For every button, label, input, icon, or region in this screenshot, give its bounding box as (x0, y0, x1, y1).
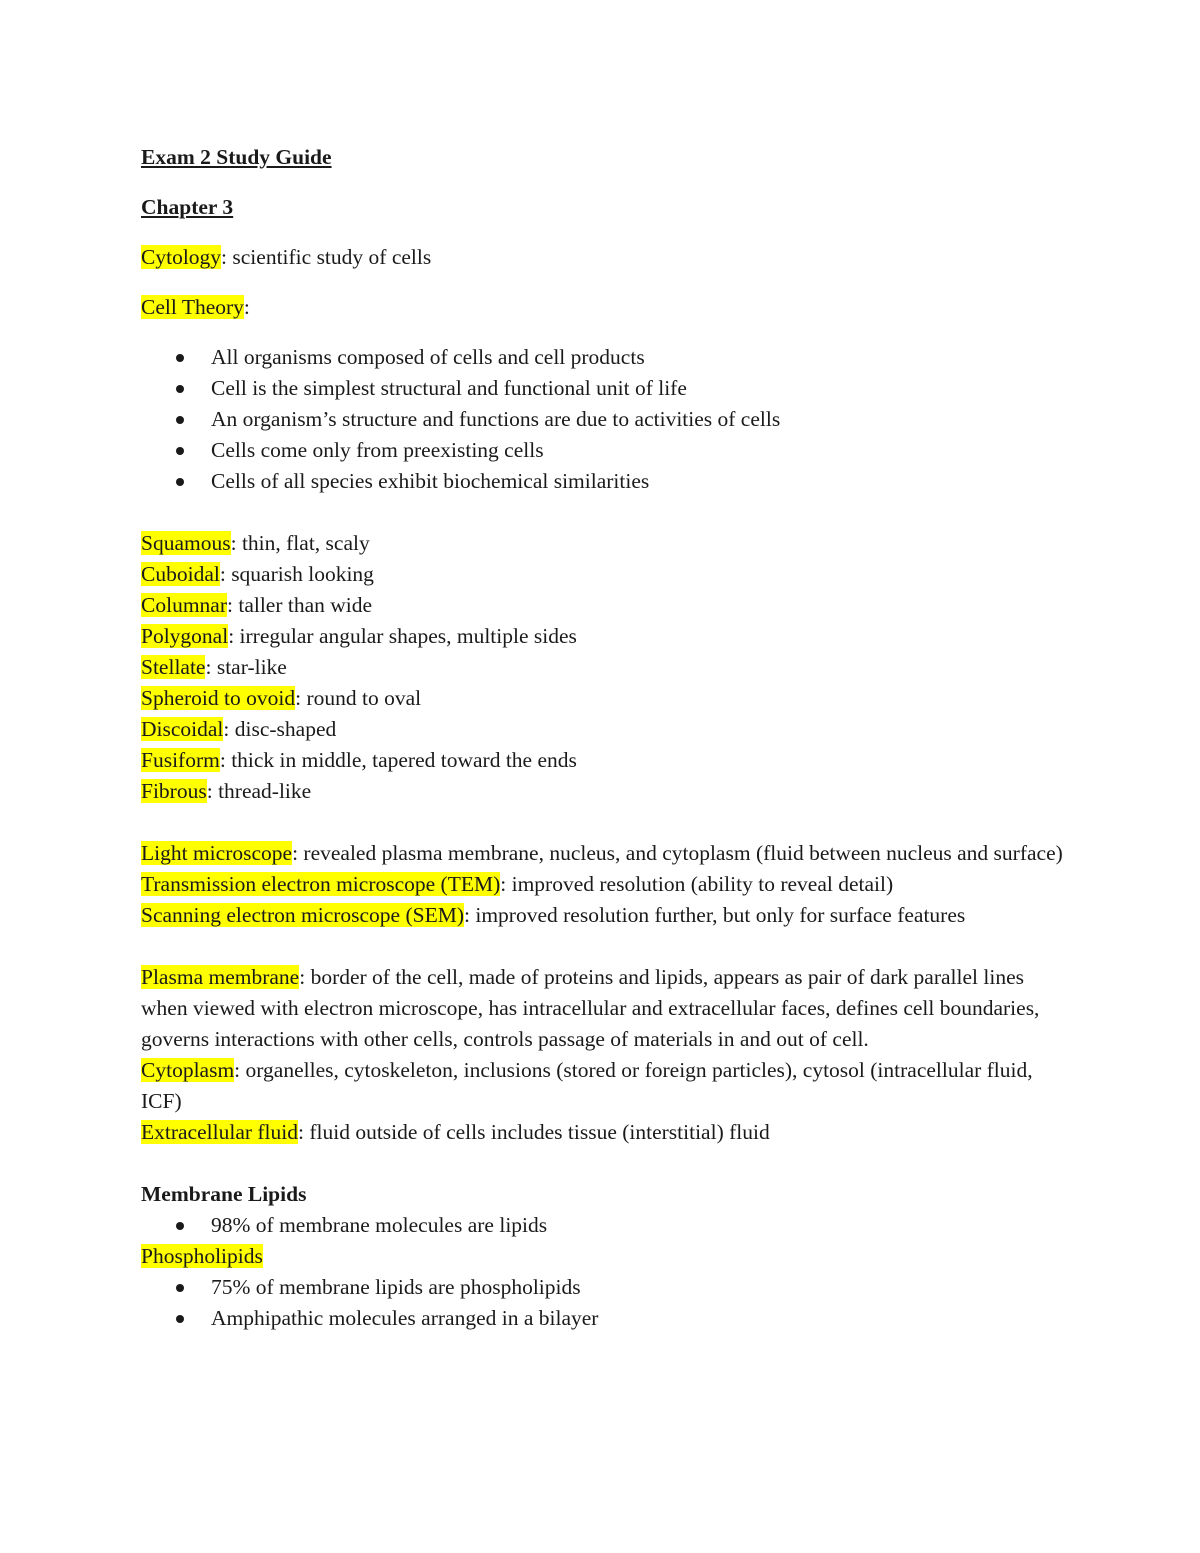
shape-definition: Spheroid to ovoid: round to oval (141, 686, 422, 710)
bullet-icon (176, 385, 184, 393)
bullet-icon (176, 1315, 184, 1323)
shape-definition: Polygonal: irregular angular shapes, multiple sides (141, 624, 577, 648)
term-highlight: Discoidal (141, 717, 224, 741)
microscopes-list (141, 838, 1071, 931)
document-page (141, 142, 1071, 1334)
bullet-icon (176, 478, 184, 486)
term-highlight: Stellate (141, 655, 206, 679)
shape-definition: Cuboidal: squarish looking (141, 562, 374, 586)
shape-definition: Fibrous: thread-like (141, 779, 312, 803)
shape-definition: Stellate: star-like (141, 655, 287, 679)
list-item: 98% of membrane molecules are lipids (141, 1210, 1071, 1241)
cell-theory-heading: Cell Theory: (141, 295, 250, 319)
shape-definition: Fusiform: thick in middle, tapered toward the ends (141, 748, 577, 772)
term-highlight: Cuboidal (141, 562, 220, 586)
shape-definition: Columnar: taller than wide (141, 593, 373, 617)
cell-theory-list (141, 342, 1071, 497)
term-highlight: Phospholipids (141, 1244, 263, 1268)
bullet-icon (176, 1284, 184, 1292)
membrane-definition: Extracellular fluid: fluid outside of cells includes tissue (interstitial) fluid (141, 1120, 770, 1144)
shape-definition: Squamous: thin, flat, scaly (141, 531, 370, 555)
term-highlight: Fibrous (141, 779, 207, 803)
membrane-definition: Cytoplasm: organelles, cytoskeleton, inclusions (stored or foreign particles), cytosol (intracellular fluid, ICF) (141, 1058, 1033, 1113)
bullet-icon (176, 354, 184, 362)
phospholipids-list (141, 1272, 1071, 1334)
cytology-definition (141, 242, 1071, 273)
microscope-definition: Scanning electron microscope (SEM): improved resolution further, but only for surface features (141, 903, 966, 927)
bullet-icon (176, 1222, 184, 1230)
list-item: Cells come only from preexisting cells (141, 435, 1071, 466)
term-highlight: Transmission electron microscope (TEM) (141, 872, 501, 896)
list-item: Amphipathic molecules arranged in a bilayer (141, 1303, 1071, 1334)
membrane-lipids-list (141, 1210, 1071, 1241)
list-item: An organism’s structure and functions are due to activities of cells (141, 404, 1071, 435)
term-highlight: Light microscope (141, 841, 293, 865)
term-highlight: Plasma membrane (141, 965, 300, 989)
list-item: All organisms composed of cells and cell products (141, 342, 1071, 373)
shape-definition: Discoidal: disc-shaped (141, 717, 337, 741)
membrane-lipids-heading: Membrane Lipids (141, 1182, 307, 1206)
membrane-terms-list (141, 962, 1071, 1148)
term-highlight: Polygonal (141, 624, 229, 648)
list-item: Cells of all species exhibit biochemical similarities (141, 466, 1071, 497)
term-highlight: Cytoplasm (141, 1058, 235, 1082)
chapter-heading: Chapter 3 (141, 195, 234, 219)
term-highlight: Cell Theory (141, 295, 244, 319)
term-highlight: Extracellular fluid (141, 1120, 298, 1144)
microscope-definition: Transmission electron microscope (TEM): improved resolution (ability to reveal detail) (141, 872, 894, 896)
term-highlight: Squamous (141, 531, 231, 555)
membrane-definition: Plasma membrane: border of the cell, made of proteins and lipids, appears as pair of dark parallel lines when viewed with electron microscope, has intracellular and extracellular faces, defines cell boundaries, governs interactions with other cells, controls passage of materials in and out of cell. (141, 965, 1040, 1051)
bullet-icon (176, 447, 184, 455)
document-title: Exam 2 Study Guide (141, 145, 332, 169)
term-highlight: Fusiform (141, 748, 220, 772)
bullet-icon (176, 416, 184, 424)
term-highlight: Columnar (141, 593, 227, 617)
list-item: Cell is the simplest structural and functional unit of life (141, 373, 1071, 404)
list-item: 75% of membrane lipids are phospholipids (141, 1272, 1071, 1303)
definition-text: : scientific study of cells (221, 245, 432, 269)
term-highlight: Cytology (141, 245, 222, 269)
phospholipids-heading (141, 1241, 1071, 1272)
term-highlight: Scanning electron microscope (SEM) (141, 903, 465, 927)
term-highlight: Spheroid to ovoid (141, 686, 296, 710)
microscope-definition: Light microscope: revealed plasma membrane, nucleus, and cytoplasm (fluid between nucleus and surface) (141, 841, 1063, 865)
cell-shapes-list (141, 528, 1071, 807)
